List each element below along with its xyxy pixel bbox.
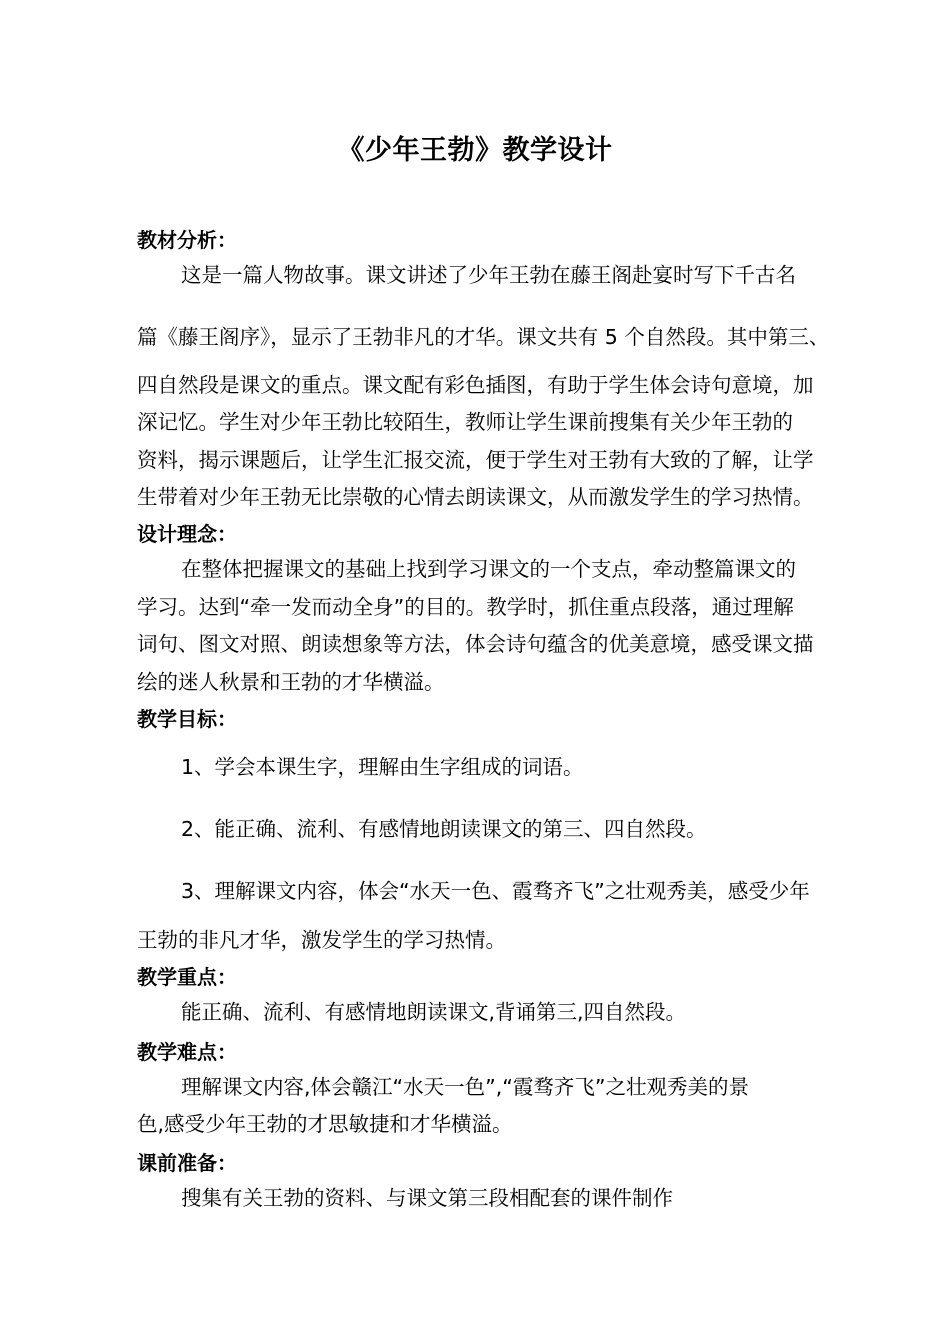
key-points-heading: 教学重点： <box>137 965 237 989</box>
concept-heading: 设计理念： <box>137 522 237 546</box>
concept-line: 词句、图文对照、朗读想象等方法，体会诗句蕴含的优美意境，感受课文描 <box>137 632 814 656</box>
analysis-line: 资料，揭示课题后，让学生汇报交流，便于学生对王勃有大致的了解，让学 <box>137 448 814 472</box>
document-title: 《少年王勃》教学设计 <box>337 135 613 166</box>
difficulties-heading: 教学难点： <box>137 1040 237 1064</box>
concept-line: 学习。达到“牵一发而动全身”的目的。教学时，抓住重点段落，通过理解 <box>137 595 794 619</box>
analysis-heading: 教材分析： <box>137 228 237 252</box>
concept-line: 绘的迷人秋景和王勃的才华横溢。 <box>137 670 445 694</box>
difficulties-line: 理解课文内容,体会赣江“水天一色”,“霞骛齐飞”之壮观秀美的景 <box>181 1075 750 1099</box>
key-points-line: 能正确、流利、有感情地朗读课文,背诵第三,四自然段。 <box>181 1000 687 1024</box>
difficulties-line: 色,感受少年王勃的才思敏捷和才华横溢。 <box>137 1112 513 1136</box>
analysis-line: 篇《藤王阁序》，显示了王勃非凡的才华。课文共有 5 个自然段。其中第三、 <box>137 325 830 349</box>
analysis-line: 深记忆。学生对少年王勃比较陌生，教师让学生课前搜集有关少年王勃的 <box>137 410 793 434</box>
analysis-line: 四自然段是课文的重点。课文配有彩色插图，有助于学生体会诗句意境，加 <box>137 373 814 397</box>
concept-line: 在整体把握课文的基础上找到学习课文的一个支点，牵动整篇课文的 <box>181 557 796 581</box>
analysis-line: 生带着对少年王勃无比崇敬的心情去朗读课文，从而激发学生的学习热情。 <box>137 485 814 509</box>
analysis-line: 这是一篇人物故事。课文讲述了少年王勃在藤王阁赴宴时写下千古名 <box>181 263 796 287</box>
goal-item: 3、理解课文内容，体会“水天一色、霞骛齐飞”之壮观秀美，感受少年 <box>181 879 810 903</box>
goal-item: 1、学会本课生字，理解由生字组成的词语。 <box>181 755 584 779</box>
goal-item: 2、能正确、流利、有感情地朗读课文的第三、四自然段。 <box>181 817 707 841</box>
preparation-heading: 课前准备： <box>137 1151 237 1175</box>
goal-item-continued: 王勃的非凡才华，激发学生的学习热情。 <box>137 928 506 952</box>
goals-heading: 教学目标： <box>137 707 237 731</box>
preparation-line: 搜集有关王勃的资料、与课文第三段相配套的课件制作 <box>181 1186 673 1210</box>
